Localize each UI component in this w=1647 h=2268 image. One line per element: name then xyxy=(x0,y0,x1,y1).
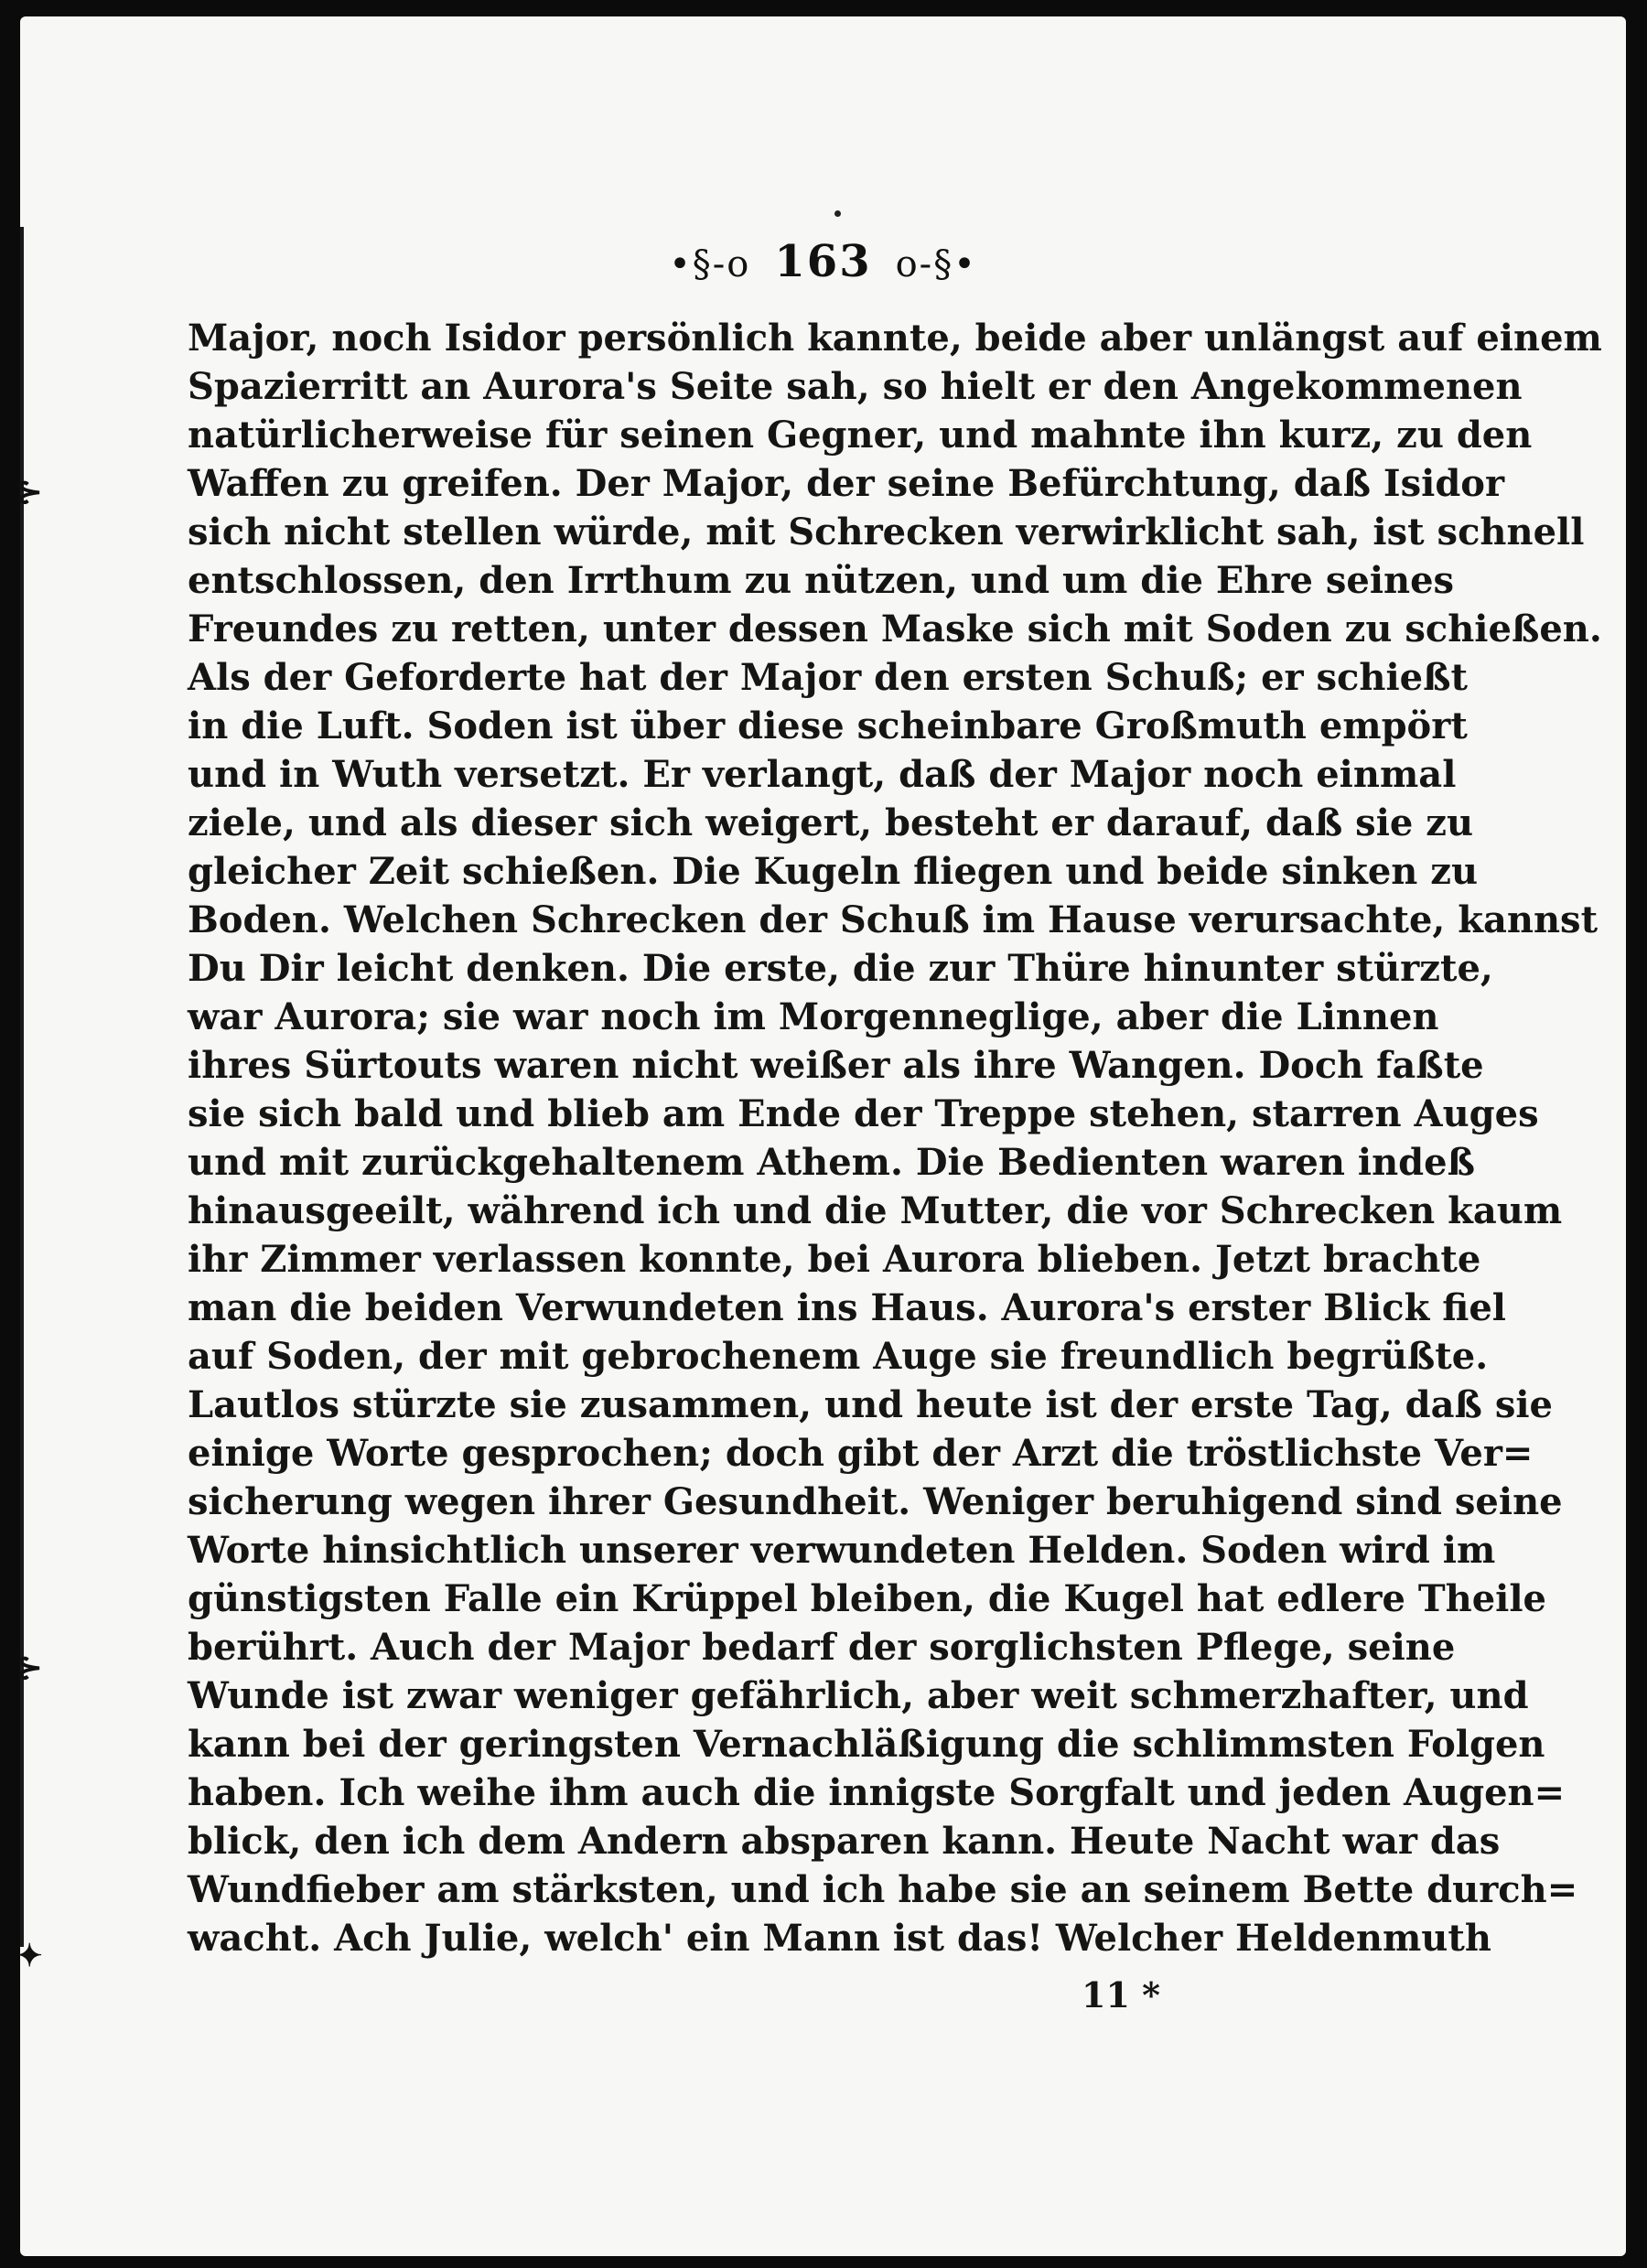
text-line: natürlicherweise für seinen Gegner, und mahnte ihn kurz, zu den xyxy=(188,414,1533,457)
text-line: sich nicht stellen würde, mit Schrecken verwirklicht sah, ist schnell xyxy=(188,511,1585,554)
text-line: kann bei der geringsten Vernachläßigung die schlimmsten Folgen xyxy=(188,1723,1545,1766)
text-line: gleicher Zeit schießen. Die Kugeln fliegen und beide sinken zu xyxy=(188,850,1479,893)
page-number: 163 xyxy=(774,236,872,287)
text-line: Major, noch Isidor persönlich kannte, beide aber unlängst auf einem xyxy=(188,317,1602,360)
book-page xyxy=(16,16,1626,2256)
text-line: und mit zurückgehaltenem Athem. Die Bedienten waren indeß xyxy=(188,1141,1475,1184)
binding-mark-icon: ⊱ xyxy=(16,474,43,511)
text-line: war Aurora; sie war noch im Morgenneglige, aber die Linnen xyxy=(188,995,1439,1038)
text-line: ihres Sürtouts waren nicht weißer als ihre Wangen. Doch faßte xyxy=(188,1044,1484,1087)
page-header xyxy=(20,236,1626,287)
text-line: Worte hinsichtlich unserer verwundeten Helden. Soden wird im xyxy=(188,1529,1496,1572)
ink-speck xyxy=(834,210,841,217)
binding-mark-icon: ✦ xyxy=(16,1938,43,1974)
text-line: Wunde ist zwar weniger gefährlich, aber weit schmerzhafter, und xyxy=(188,1674,1529,1717)
text-line: berührt. Auch der Major bedarf der sorglichsten Pflege, seine xyxy=(188,1626,1456,1669)
text-line: und in Wuth versetzt. Er verlangt, daß der Major noch einmal xyxy=(188,753,1457,796)
text-line: Als der Geforderte hat der Major den ersten Schuß; er schießt xyxy=(188,656,1468,699)
text-line: in die Luft. Soden ist über diese scheinbare Großmuth empört xyxy=(188,704,1468,747)
text-line: ihr Zimmer verlassen konnte, bei Aurora blieben. Jetzt brachte xyxy=(188,1238,1481,1281)
text-line: blick, den ich dem Andern absparen kann. Heute Nacht war das xyxy=(188,1820,1501,1863)
text-line: Spazierritt an Aurora's Seite sah, so hielt er den Angekommenen xyxy=(188,365,1523,408)
text-line: Boden. Welchen Schrecken der Schuß im Hause verursachte, kannst xyxy=(188,898,1599,941)
text-line: sie sich bald und blieb am Ende der Treppe stehen, starren Auges xyxy=(188,1092,1539,1135)
text-line: Du Dir leicht denken. Die erste, die zur Thüre hinunter stürzte, xyxy=(188,947,1493,990)
text-line: auf Soden, der mit gebrochenem Auge sie freundlich begrüßte. xyxy=(188,1335,1489,1378)
text-line: Lautlos stürzte sie zusammen, und heute ist der erste Tag, daß sie xyxy=(188,1383,1553,1426)
header-ornament-right: o-§• xyxy=(895,243,977,285)
text-line: haben. Ich weihe ihm auch die innigste Sorgfalt und jeden Augen= xyxy=(188,1771,1566,1814)
text-line: entschlossen, den Irrthum zu nützen, und um die Ehre seines xyxy=(188,559,1455,602)
header-ornament-left: •§-o xyxy=(669,243,751,285)
signature-mark: 11 * xyxy=(1082,1974,1160,2015)
text-line: Waffen zu greifen. Der Major, der seine Befürchtung, daß Isidor xyxy=(188,462,1505,505)
text-line: wacht. Ach Julie, welch' ein Mann ist das! Welcher Heldenmuth xyxy=(188,1917,1491,1960)
binding-mark-icon: ⊱ xyxy=(16,1650,43,1686)
text-line: sicherung wegen ihrer Gesundheit. Weniger beruhigend sind seine xyxy=(188,1480,1563,1523)
page-text xyxy=(188,314,1602,1962)
text-line: man die beiden Verwundeten ins Haus. Aurora's erster Blick fiel xyxy=(188,1286,1506,1329)
text-line: Wundfieber am stärksten, und ich habe sie an seinem Bette durch= xyxy=(188,1868,1578,1911)
text-line: hinausgeeilt, während ich und die Mutter, die vor Schrecken kaum xyxy=(188,1189,1563,1232)
text-line: günstigsten Falle ein Krüppel bleiben, die Kugel hat edlere Theile xyxy=(188,1577,1546,1620)
text-line: Freundes zu retten, unter dessen Maske sich mit Soden zu schießen. xyxy=(188,607,1602,650)
text-line: ziele, und als dieser sich weigert, besteht er darauf, daß sie zu xyxy=(188,801,1474,844)
text-line: einige Worte gesprochen; doch gibt der Arzt die tröstlichste Ver= xyxy=(188,1432,1534,1475)
